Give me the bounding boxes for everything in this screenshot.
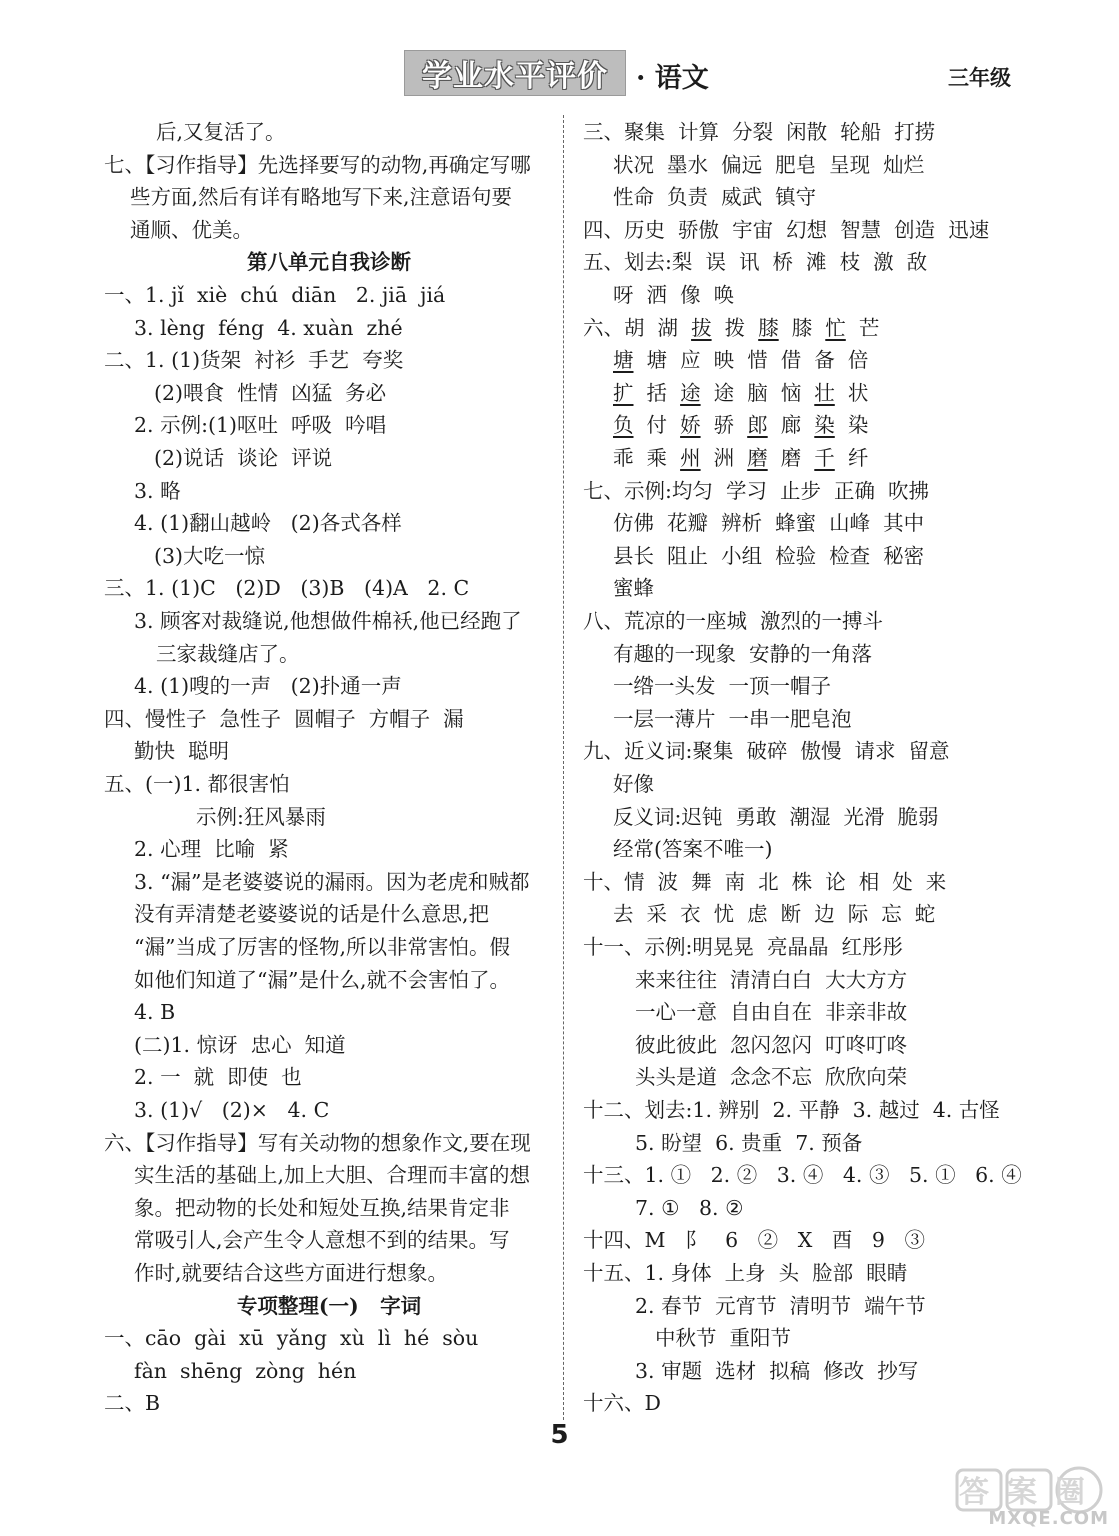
answer-char: 脑 [747,380,768,405]
answer-char: 娇 [680,413,701,438]
right-answer-line: 十二、划去:1. 辨别 2. 平静 3. 越过 4. 古怪 [583,1098,1000,1122]
left-answer-line: (3)大吃一惊 [154,543,266,568]
answer-char: 状 [847,380,869,405]
answer-char: 借 [780,348,802,373]
page-number: 5 [550,1420,569,1450]
answer-char: 磨 [780,446,802,470]
answer-char: 乖 [613,446,634,470]
right-answer-line [613,377,868,409]
left-answer-line: “漏”当成了厉害的怪物,所以非常害怕。假 [134,935,510,959]
left-answer-line: fàn shēng zòng hén [134,1358,357,1383]
right-answer-line: 反义词:迟钝 勇敢 潮湿 光滑 脆弱 [613,804,939,829]
answer-char: 染 [814,413,835,438]
answer-char: 忙 [825,315,846,340]
right-answer-line: 好像 [613,772,654,796]
answer-char: 付 [646,413,668,438]
right-answer-line: 七、示例:均匀 学习 止步 正确 吹拂 [583,478,930,503]
answer-char: 拨 [724,315,746,340]
answer-char: 州 [680,446,701,470]
left-answer-line: 六、【习作指导】写有关动物的想象作文,要在现 [104,1130,531,1155]
answer-char: 廊 [780,413,802,438]
left-answer-line: 四、慢性子 急性子 圆帽子 方帽子 漏 [104,706,464,731]
answer-char: 倍 [847,348,869,373]
answer-char: 备 [814,348,835,373]
left-answer-line: 示例:狂风暴雨 [196,804,326,829]
series-banner [404,50,626,96]
right-answer-line: 有趣的一现象 安静的一角落 [613,641,873,666]
answer-char: 括 [646,380,668,405]
left-answer-line: 2. 示例:(1)呕吐 呼吸 吟唱 [134,413,387,438]
answer-char: 恼 [780,380,802,405]
answer-char: 壮 [814,380,835,405]
left-answer-line: 一、cāo gài xū yǎng xù lì hé sòu [104,1326,479,1351]
answer-char: 扩 [613,380,634,405]
answer-char: 磨 [747,446,768,470]
right-answer-line: 去 采 衣 忧 虑 断 边 际 忘 蛇 [613,902,936,927]
left-answer-line: 4. B [134,1000,176,1025]
answer-char: 千 [814,446,835,470]
left-answer-line: 些方面,然后有详有略地写下来,注意语句要 [130,185,513,210]
answer-char: 塘 [646,348,668,373]
left-answer-line: 五、(一)1. 都很害怕 [104,772,290,796]
right-answer-line [613,442,868,474]
right-answer-line: 中秋节 重阳节 [655,1326,792,1351]
right-answer-line: 经常(答案不唯一) [613,837,773,862]
right-answer-line: 一绺一头发 一顶一帽子 [613,674,832,699]
answer-char: 芒 [858,315,880,340]
left-answer-line: 3. (1)√ (2)× 4. C [134,1098,330,1122]
right-answer-line: 来来往往 清清白白 大大方方 [635,967,908,992]
left-answer-line: 2. 心理 比喻 紧 [134,837,289,862]
answer-char: 塘 [613,348,634,373]
right-answer-line: 五、划去:梨 误 讯 桥 滩 枝 激 敌 [583,250,928,275]
left-answer-line: 通顺、优美。 [130,217,253,242]
right-answer-line: 3. 审题 选材 拟稿 修改 抄写 [635,1358,919,1383]
answer-char: 乘 [646,446,668,470]
left-answer-line: 后,又复活了。 [156,120,286,144]
svg-text:答案圈: 答案圈 [959,1475,1103,1510]
right-answer-line: 十六、D [583,1391,661,1416]
answer-char: 骄 [713,413,735,438]
answer-char: 拔 [691,315,712,340]
answer-char: 染 [847,413,869,438]
right-answer-line [613,409,868,441]
grade-label: 三年级 [948,65,1011,90]
left-answer-line: (2)喂食 性情 凶猛 务必 [154,380,387,405]
right-answer-line: 2. 春节 元宵节 清明节 端午节 [635,1293,926,1318]
left-answer-line: (2)说话 谈论 评说 [154,446,333,470]
left-answer-line: 3. “漏”是老婆婆说的漏雨。因为老虎和贼都 [134,869,530,894]
watermark-text: MXQE.COM [988,1508,1109,1529]
answer-char: 胡 [624,315,645,340]
left-answer-line: 如他们知道了“漏”是什么,就不会害怕了。 [134,967,510,992]
answer-char: 途 [713,380,735,405]
right-answer-line: 仿佛 花瓣 辨析 蜂蜜 山峰 其中 [613,511,925,536]
left-answer-line: 七、【习作指导】先选择要写的动物,再确定写哪 [104,152,531,177]
answer-char: 映 [713,348,735,373]
right-answer-line: 县长 阻止 小组 检验 检查 秘密 [613,543,925,568]
right-answer-line: 状况 墨水 偏远 肥皂 呈现 灿烂 [613,152,925,177]
left-answer-line: 常吸引人,会产生令人意想不到的结果。写 [134,1228,510,1253]
right-answer-line: 八、荒凉的一座城 激烈的一搏斗 [583,609,884,633]
right-answer-line: 十五、1. 身体 上身 头 脸部 眼睛 [583,1261,908,1285]
left-answer-line: 没有弄清楚老婆婆说的话是什么意思,把 [134,902,490,927]
right-answer-line: 四、历史 骄傲 宇宙 幻想 智慧 创造 迅速 [583,217,990,242]
right-answer-line: 十一、示例:明晃晃 亮晶晶 红彤彤 [583,935,903,959]
left-answer-line: 4. (1)嗖的一声 (2)扑通一声 [134,674,402,699]
left-answer-line: 三家裁缝店了。 [156,641,300,666]
page-header [0,50,1119,100]
right-answer-line: 蜜蜂 [613,576,654,601]
answer-char: 途 [680,380,701,405]
left-answer-line: 二、B [104,1391,161,1416]
right-answer-line: 一层一薄片 一串一肥皂泡 [613,706,852,731]
right-answer-line: 十、情 波 舞 南 北 株 论 相 处 来 [583,869,947,894]
left-answer-line: 2. 一 就 即使 也 [134,1065,302,1090]
answer-char: 惜 [747,348,768,373]
answer-char: 膝 [791,315,813,340]
right-answer-line: 九、近义词:聚集 破碎 傲慢 请求 留意 [583,739,950,764]
left-answer-line: 象。把动物的长处和短处互换,结果肯定非 [134,1195,510,1220]
left-answer-line: 实生活的基础上,加上大胆、合理而丰富的想 [134,1163,531,1188]
left-answer-line: 二、1. (1)货架 衬衫 手艺 夸奖 [104,348,404,373]
answer-char: 郎 [747,413,768,438]
answer-char: 湖 [657,315,679,340]
right-answer-line: 一心一意 自由自在 非亲非故 [635,1000,908,1025]
right-answer-line: 十三、1. ① 2. ② 3. ④ 4. ③ 5. ① 6. ④ [583,1163,1022,1188]
left-answer-line: 第八单元自我诊断 [247,250,411,275]
left-answer-line: 一、1. jǐ xiè chú diān 2. jiā jiá [104,283,446,307]
left-answer-line: 3. 略 [134,478,181,503]
right-answer-line: 彼此彼此 忽闪忽闪 叮咚叮咚 [635,1032,908,1057]
left-answer-line: 作时,就要结合这些方面进行想象。 [134,1261,449,1285]
right-answer-line: 头头是道 念念不忘 欣欣向荣 [635,1065,908,1090]
right-answer-line: 5. 盼望 6. 贵重 7. 预备 [635,1130,863,1155]
left-answer-line: 4. (1)翻山越岭 (2)各式各样 [134,511,402,536]
answer-char: 洲 [713,446,735,470]
left-answer-line: (二)1. 惊讶 忠心 知道 [134,1032,346,1057]
right-answer-line: 六、胡 湖 拔 拨 膝 膝 忙 芒 [583,315,880,340]
left-answer-line: 专项整理(一) 字词 [236,1293,422,1318]
answer-char: 应 [680,348,701,373]
series-title: 学业水平评价 [422,59,608,94]
right-answer-line: 7. ① 8. ② [635,1195,744,1220]
right-answer-line: 呀 洒 像 唤 [613,283,735,307]
answer-char: 负 [613,413,634,438]
left-answer-line: 3. lèng féng 4. xuàn zhé [134,315,403,340]
right-answer-line: 性命 负责 威武 镇守 [613,185,817,210]
answer-char: 纤 [847,446,869,470]
left-answer-line: 勤快 聪明 [134,739,230,764]
right-answer-line [613,344,868,376]
column-divider [563,115,564,1420]
subject-label: · 语文 [636,63,709,94]
answer-char: 膝 [758,315,779,340]
right-answer-line: 三、聚集 计算 分裂 闲散 轮船 打捞 [583,120,936,144]
left-answer-line: 三、1. (1)C (2)D (3)B (4)A 2. C [104,576,470,601]
left-answer-line: 3. 顾客对裁缝说,他想做件棉袄,他已经跑了 [134,609,522,633]
right-answer-line: 十四、M 阝 6 ② X 酉 9 ③ [583,1228,926,1253]
